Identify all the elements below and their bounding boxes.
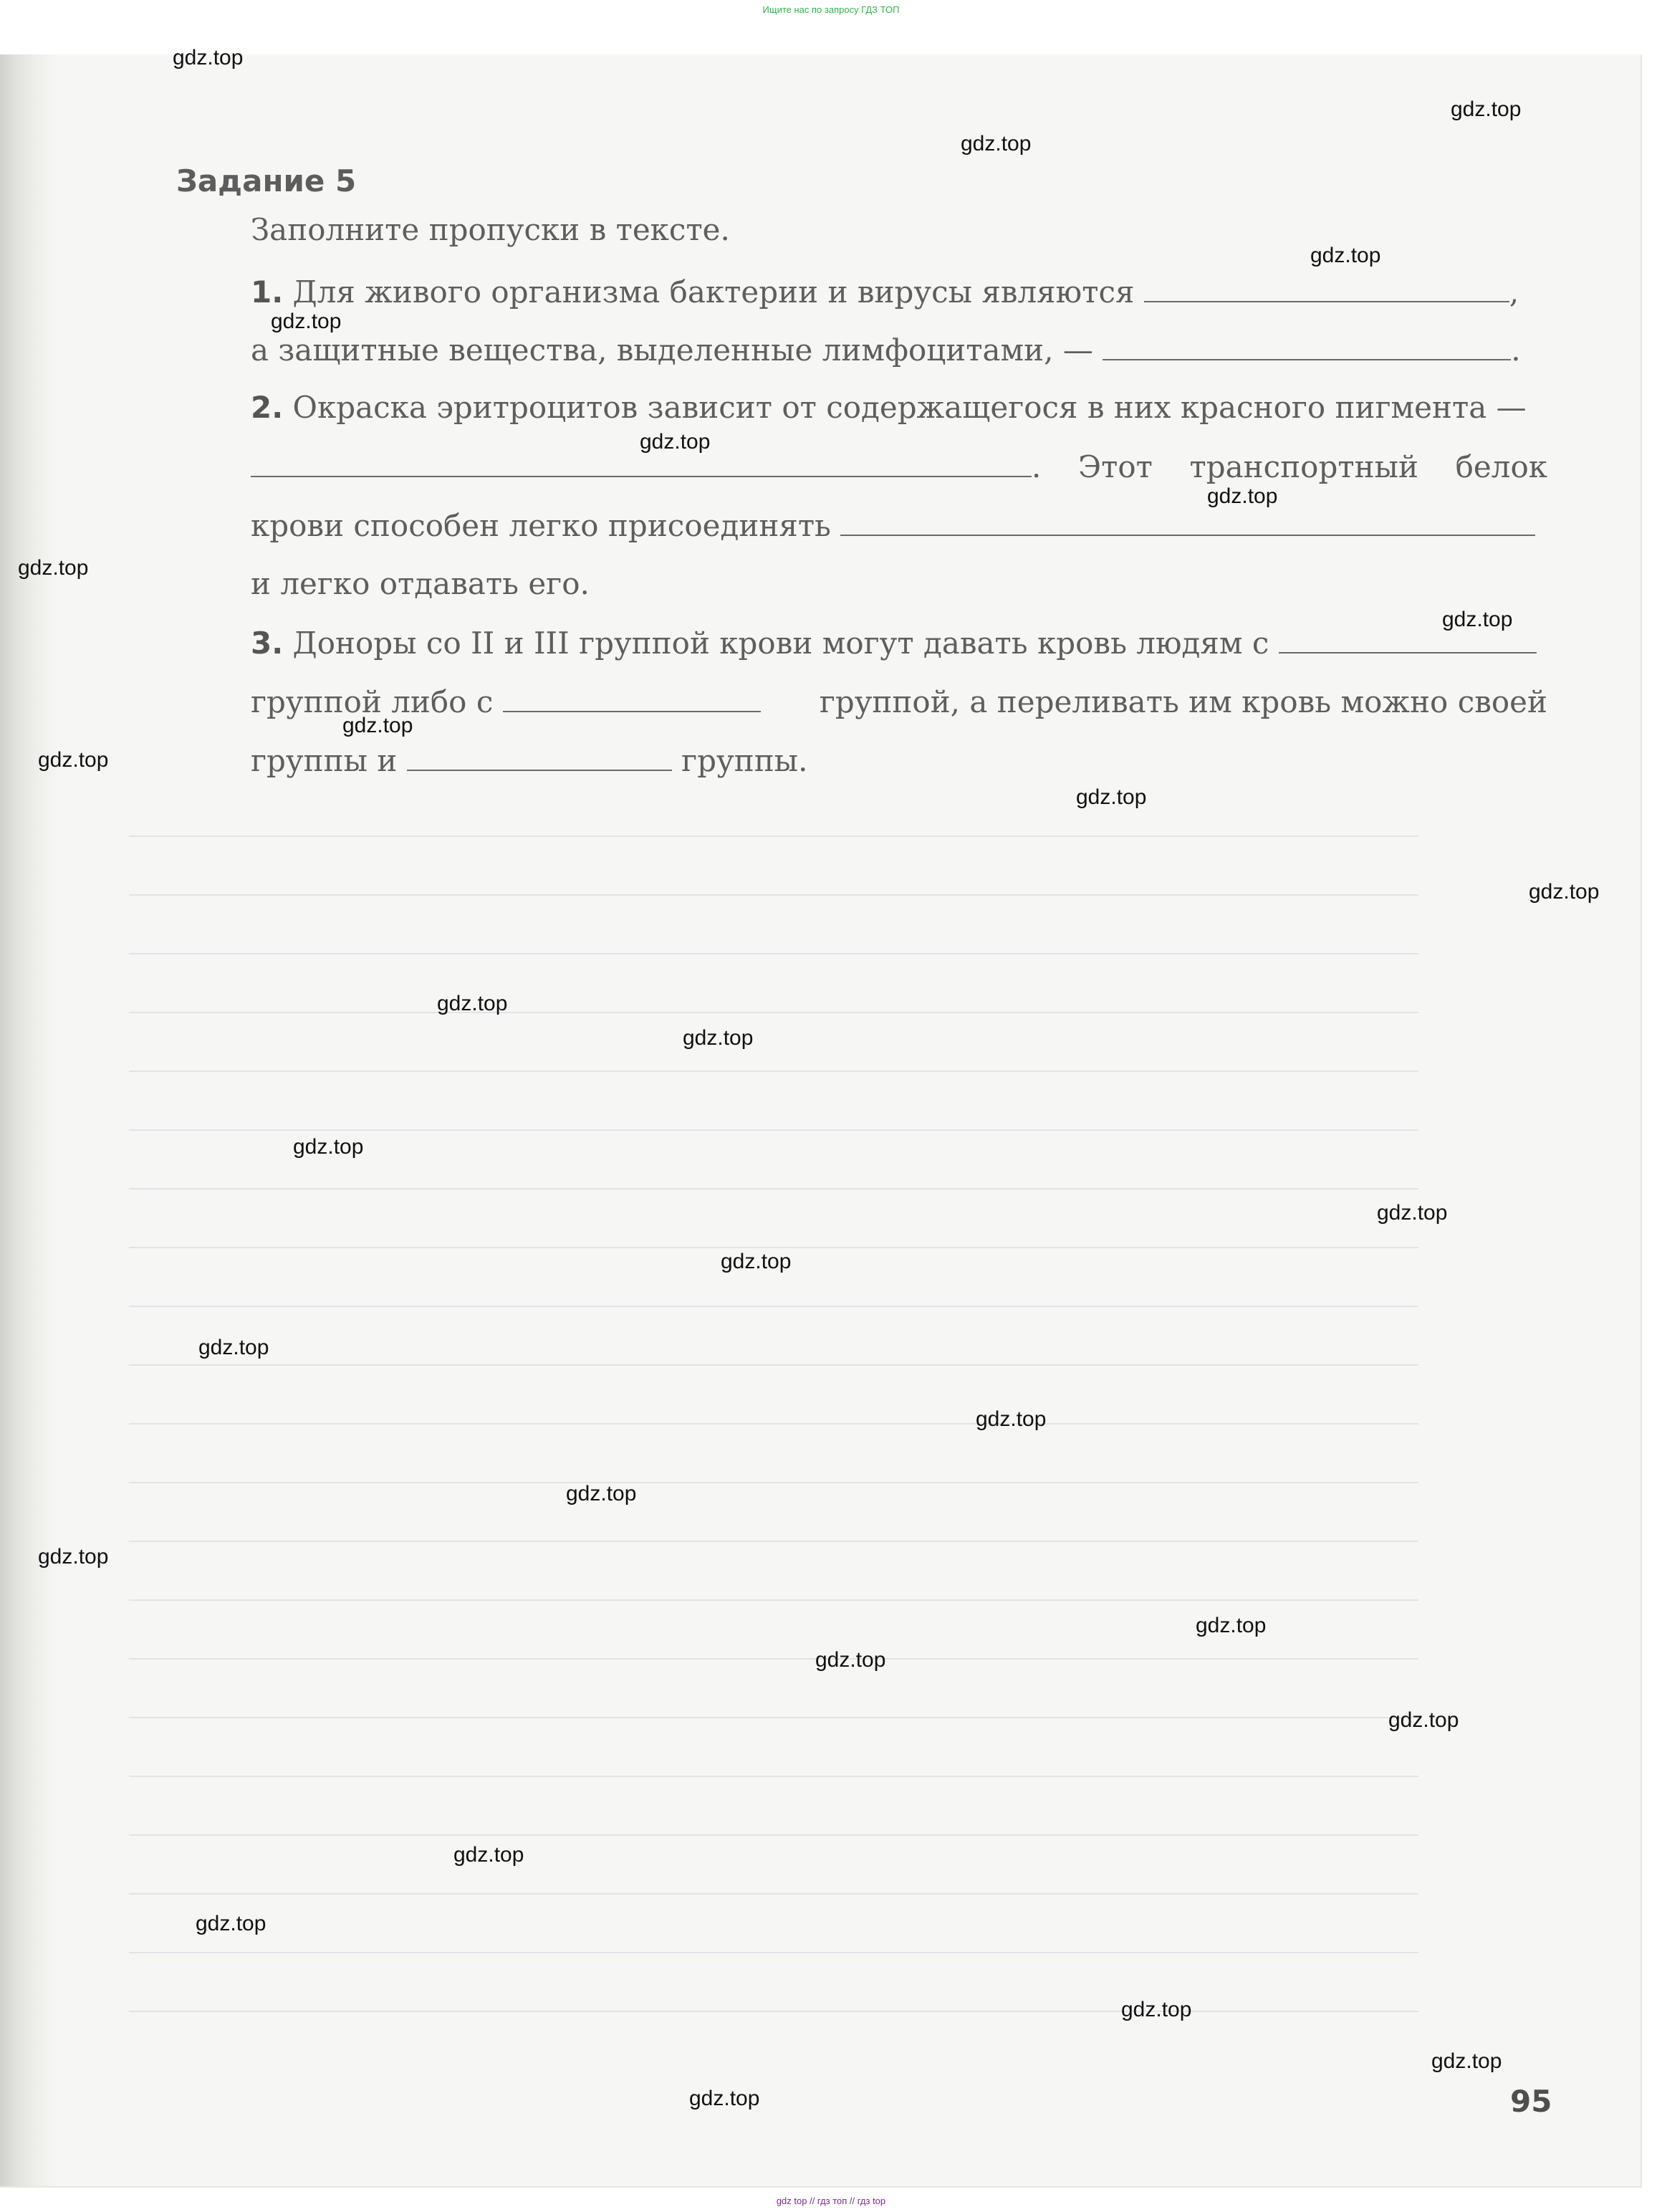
watermark: gdz.top — [271, 310, 342, 333]
top-banner[interactable]: Ищите нас по запросу ГДЗ ТОП — [762, 4, 900, 15]
question-2-text-4: и легко отдавать его. — [251, 566, 590, 601]
question-3-text-3b: группы. — [681, 743, 808, 778]
watermark: gdz.top — [1431, 2049, 1502, 2073]
answer-rule — [129, 1717, 1418, 1718]
watermark: gdz.top — [721, 1250, 792, 1273]
question-2-blank-2[interactable] — [840, 510, 1535, 536]
workbook-page — [0, 54, 1642, 2188]
question-1-blank-1[interactable] — [1144, 277, 1509, 302]
question-1-line-2 — [251, 332, 1521, 368]
watermark: gdz.top — [1451, 97, 1522, 121]
watermark: gdz.top — [1121, 1998, 1192, 2021]
answer-rule — [129, 1247, 1418, 1248]
watermark: gdz.top — [976, 1407, 1047, 1431]
answer-rule — [129, 894, 1418, 896]
watermark: gdz.top — [1388, 1708, 1459, 1732]
question-3-text-1: Доноры со II и III группой крови могут давать кровь людям с — [292, 626, 1269, 661]
question-1-text-2: а защитные вещества, выделенные лимфоцитами, — — [251, 332, 1093, 368]
watermark: gdz.top — [1377, 1201, 1448, 1225]
question-2-line-2 — [251, 451, 1547, 482]
question-3-text-2a: группой либо с — [251, 684, 494, 719]
answer-rule — [129, 836, 1418, 837]
question-3-text-2b: группой, а переливать им кровь можно своей — [819, 684, 1547, 719]
question-3-text-3a: группы и — [251, 743, 398, 778]
answer-rule — [129, 1012, 1418, 1013]
answer-rule — [129, 1834, 1418, 1836]
question-2-text-1: Окраска эритроцитов зависит от содержащегося в них красного пигмента — — [292, 390, 1527, 425]
question-2-line-4 — [251, 566, 590, 601]
watermark: gdz.top — [1529, 880, 1600, 904]
answer-rule — [129, 953, 1418, 954]
question-3-line-1 — [251, 628, 1537, 659]
watermark: gdz.top — [1076, 785, 1147, 809]
watermark: gdz.top — [1196, 1614, 1267, 1637]
answer-rule — [129, 1952, 1418, 1953]
watermark: gdz.top — [1207, 484, 1278, 508]
watermark: gdz.top — [640, 430, 711, 454]
answer-rule — [129, 1893, 1418, 1895]
question-2-text-3: крови способен легко присоединять — [251, 508, 831, 543]
watermark: gdz.top — [342, 714, 413, 737]
question-3-line-3 — [251, 745, 807, 776]
answer-rule — [129, 1658, 1418, 1660]
question-1-comma: , — [1509, 274, 1519, 310]
task-instruction: Заполните пропуски в тексте. — [251, 212, 730, 247]
page-number: 95 — [1510, 2084, 1552, 2119]
bottom-banner[interactable]: gdz top // гдз топ // гдз top — [776, 2196, 886, 2206]
answer-rule — [129, 1776, 1418, 1777]
answer-rule — [129, 1188, 1418, 1189]
watermark: gdz.top — [1310, 244, 1381, 267]
watermark: gdz.top — [815, 1648, 886, 1672]
watermark: gdz.top — [961, 132, 1032, 155]
question-3-line-2 — [251, 686, 1547, 717]
question-1-number: 1. — [251, 274, 284, 310]
watermark: gdz.top — [293, 1135, 364, 1159]
watermark: gdz.top — [566, 1482, 637, 1505]
watermark: gdz.top — [1442, 608, 1513, 631]
answer-rule — [129, 1482, 1418, 1483]
watermark: gdz.top — [689, 2087, 760, 2110]
watermark: gdz.top — [38, 1545, 109, 1569]
answer-rule — [129, 1423, 1418, 1425]
answer-rule — [129, 1129, 1418, 1131]
task-title: Задание 5 — [176, 163, 357, 198]
watermark: gdz.top — [18, 556, 89, 580]
answer-rule — [129, 1364, 1418, 1366]
page-spine-shadow — [0, 54, 57, 2186]
question-2-period: . — [1032, 449, 1042, 484]
question-3-number: 3. — [251, 626, 284, 661]
watermark: gdz.top — [38, 748, 109, 772]
watermark: gdz.top — [196, 1912, 266, 1935]
answer-rule — [129, 1541, 1418, 1542]
question-1-period: . — [1511, 332, 1521, 368]
question-1-blank-2[interactable] — [1103, 335, 1511, 360]
question-1-line-1 — [251, 274, 1519, 310]
watermark: gdz.top — [437, 992, 508, 1015]
watermark: gdz.top — [173, 46, 244, 70]
question-2-line-1 — [251, 390, 1527, 425]
question-2-blank-1[interactable] — [251, 451, 1032, 477]
watermark: gdz.top — [198, 1336, 269, 1359]
answer-rule — [129, 1306, 1418, 1307]
answer-rule — [129, 2011, 1418, 2012]
question-2-number: 2. — [251, 390, 284, 425]
question-3-blank-2[interactable] — [503, 686, 761, 712]
question-3-blank-3[interactable] — [407, 745, 672, 771]
watermark: gdz.top — [683, 1026, 754, 1050]
question-2-word-1: Этот — [1077, 449, 1153, 484]
watermark: gdz.top — [453, 1843, 524, 1867]
question-2-word-2: транспортный — [1189, 449, 1419, 484]
question-2-word-3: белок — [1455, 449, 1547, 484]
answer-rule — [129, 1071, 1418, 1072]
answer-rule — [129, 1599, 1418, 1601]
question-2-line-3 — [251, 510, 1535, 541]
question-1-text-1: Для живого организма бактерии и вирусы являются — [292, 274, 1135, 310]
